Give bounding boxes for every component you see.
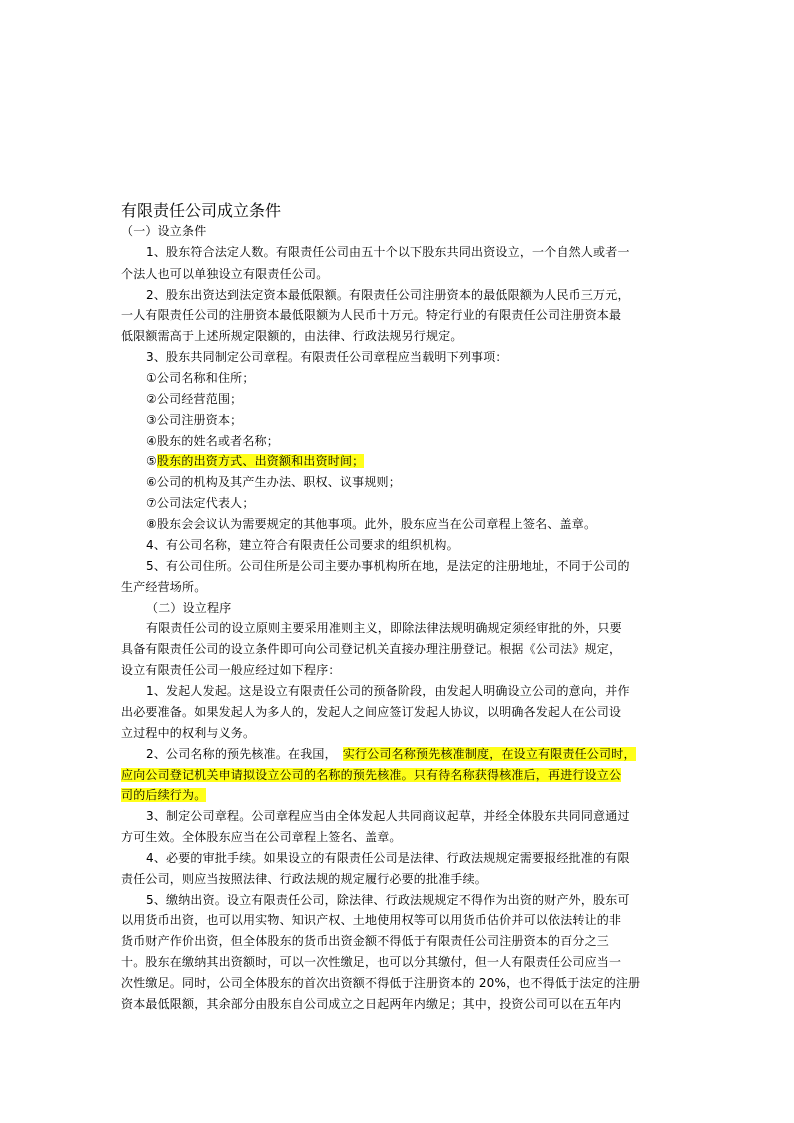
paragraph-line: 4、必要的审批手续。如果设立的有限责任公司是法律、行政法规规定需要报经批准的有限	[146, 851, 630, 865]
paragraph-line: 货币财产作价出资，但全体股东的货币出资金额不得低于有限责任公司注册资本的百分之三	[121, 934, 610, 948]
paragraph-line: 1、发起人发起。这是设立有限责任公司的预备阶段，由发起人明确设立公司的意向，并作	[146, 684, 630, 698]
paragraph-line: 3、制定公司章程。公司章程应当由全体发起人共同商议起草，并经全体股东共同同意通过	[146, 809, 630, 823]
highlighted-text: 实行公司名称预先核准制度，在设立有限责任公司时，	[342, 747, 636, 761]
paragraph-line: 4、有公司名称，建立符合有限责任公司要求的组织机构。	[146, 538, 459, 552]
paragraph-line: 具备有限责任公司的设立条件即可向公司登记机关直接办理注册登记。根据《公司法》规定，	[121, 642, 622, 656]
list-item: ②公司经营范围；	[146, 392, 243, 406]
paragraph-line	[121, 767, 621, 783]
paragraph-line: 方可生效。全体股东应当在公司章程上签名、盖章。	[121, 830, 402, 844]
list-item-number: ⑤	[146, 454, 157, 468]
list-item-highlighted	[146, 453, 364, 469]
list-item: ⑥公司的机构及其产生办法、职权、议事规则；	[146, 475, 401, 489]
paragraph-line: 以用货币出资，也可以用实物、知识产权、土地使用权等可以用货币估价并可以依法转让的非	[121, 913, 622, 927]
list-item: ④股东的姓名或者名称；	[146, 434, 279, 448]
document-title: 有限责任公司成立条件	[121, 201, 282, 220]
list-item: ⑧股东会会议认为需要规定的其他事项。此外，股东应当在公司章程上签名、盖章。	[146, 517, 597, 531]
list-item: ③公司注册资本；	[146, 413, 243, 427]
paragraph-line: 5、有公司住所。公司住所是公司主要办事机构所在地，是法定的注册地址，不同于公司的	[146, 559, 630, 573]
paragraph-text: 2、公司名称的预先核准。在我国，	[146, 747, 337, 761]
paragraph-line: 个法人也可以单独设立有限责任公司。	[121, 267, 329, 281]
paragraph-line: 责任公司，则应当按照法律、行政法规的规定履行必要的批准手续。	[121, 872, 488, 886]
paragraph-line: 有限责任公司的设立原则主要采用准则主义，即除法律法规明确规定须经审批的外，只要	[146, 621, 622, 635]
paragraph-line: 生产经营场所。	[121, 580, 207, 594]
paragraph-line	[146, 746, 636, 762]
highlighted-text: 司的后续行为。	[121, 788, 207, 802]
paragraph-line: 出必要准备。如果发起人为多人的，发起人之间应签订发起人协议，以明确各发起人在公司设	[121, 705, 622, 719]
paragraph-line: 十。股东在缴纳其出资额时，可以一次性缴足，也可以分其缴付，但一人有限责任公司应当一	[121, 955, 622, 969]
highlighted-text: 股东的出资方式、出资额和出资时间；	[156, 454, 365, 468]
paragraph-line: 资本最低限额，其余部分由股东自公司成立之日起两年内缴足；其中，投资公司可以在五年内	[121, 997, 622, 1011]
paragraph-line: 一人有限责任公司的注册资本最低限额为人民币十万元。特定行业的有限责任公司注册资本最	[121, 308, 622, 322]
highlighted-text: 应向公司登记机关申请拟设立公司的名称的预先核准。只有待名称获得核准后，再进行设立公	[121, 768, 622, 782]
paragraph-line: 3、股东共同制定公司章程。有限责任公司章程应当载明下列事项：	[146, 350, 508, 364]
paragraph-line: 设立有限责任公司一般应经过如下程序：	[121, 663, 341, 677]
paragraph-line: 1、股东符合法定人数。有限责任公司由五十个以下股东共同出资设立，一个自然人或者一	[146, 245, 630, 259]
section-heading-conditions: （一）设立条件	[121, 224, 207, 238]
paragraph-line: 低限额需高于上述所规定限额的，由法律、行政法规另行规定。	[121, 329, 463, 343]
list-item: ⑦公司法定代表人；	[146, 496, 255, 510]
paragraph-line: 2、股东出资达到法定资本最低限额。有限责任公司注册资本的最低限额为人民币三万元，	[146, 288, 630, 302]
section-heading-procedure: （二）设立程序	[146, 601, 232, 615]
paragraph-line: 5、缴纳出资。设立有限责任公司，除法律、行政法规规定不得作为出资的财产外，股东可	[146, 893, 630, 907]
paragraph-line: 次性缴足。同时，公司全体股东的首次出资额不得低于注册资本的 20%，也不得低于法定的注册	[121, 976, 641, 990]
paragraph-line: 立过程中的权利与义务。	[121, 726, 256, 740]
paragraph-line	[121, 787, 206, 803]
list-item: ①公司名称和住所；	[146, 371, 255, 385]
